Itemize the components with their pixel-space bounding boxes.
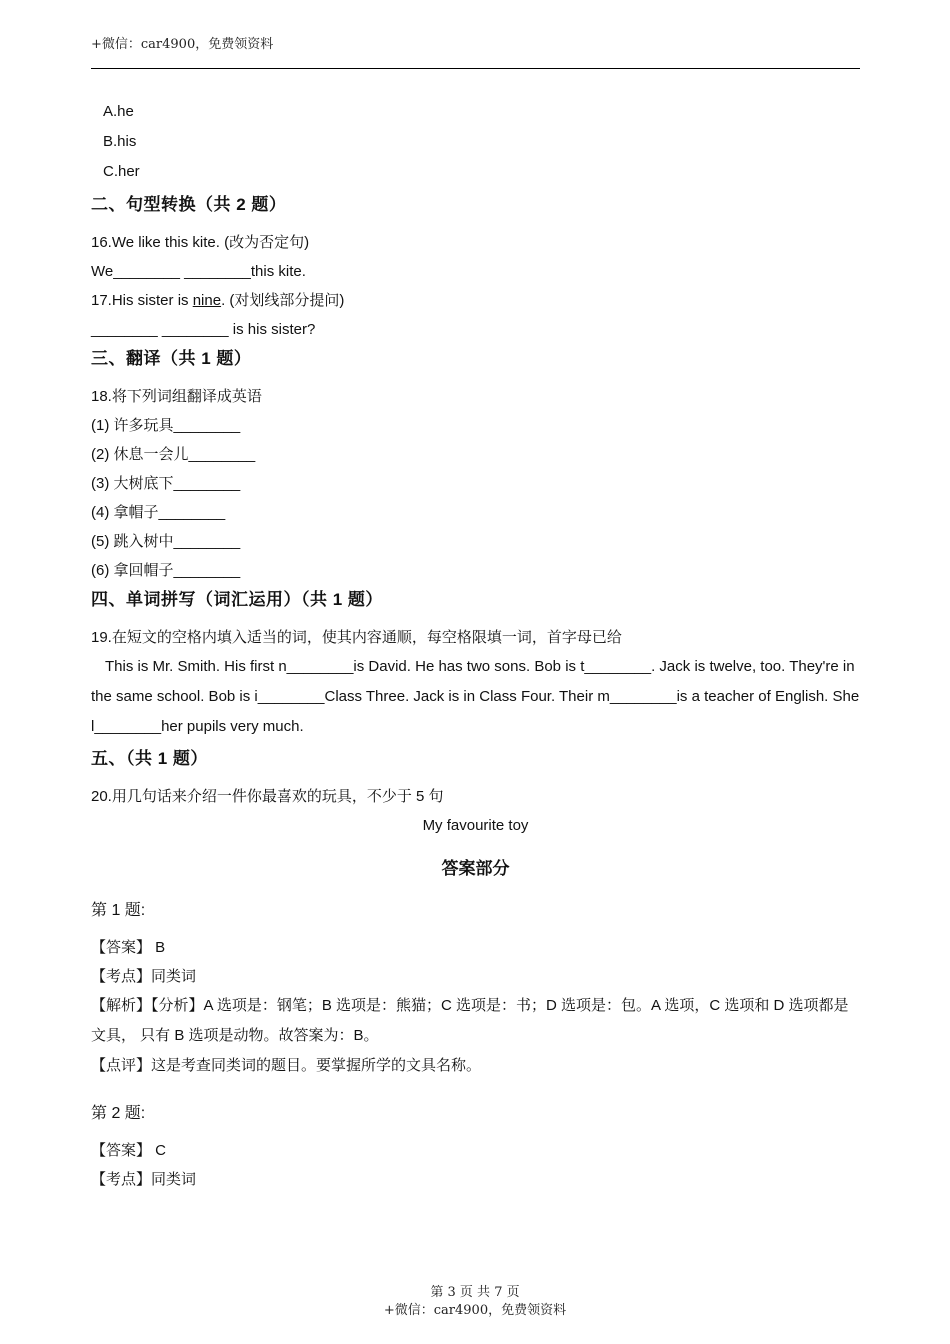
- answer-1-analysis: 【解析】【分析】A 选项是：钢笔；B 选项是：熊猫；C 选项是：书；D 选项是：包。A 选项，C 选项和 D 选项都是文具， 只有 B 选项是动物。故答案为：B。: [91, 997, 849, 1044]
- question-17: [91, 286, 860, 315]
- document-body: [91, 100, 860, 1194]
- section-3-title: 三、翻译（共 1 题）: [91, 349, 252, 368]
- question-17-pre: 17.His sister is: [91, 292, 193, 309]
- translation-item: (2) 休息一会儿________: [91, 446, 256, 463]
- question-20: 20.用几句话来介绍一件你最喜欢的玩具，不少于 5 句: [91, 788, 444, 805]
- question-19: 19.在短文的空格内填入适当的词，使其内容通顺，每空格限填一词，首字母已给: [91, 629, 622, 646]
- section-5-title: 五、（共 1 题）: [91, 749, 208, 768]
- answers-title: 答案部分: [441, 859, 510, 878]
- translation-item: (5) 跳入树中________: [91, 533, 241, 550]
- question-19-passage: This is Mr. Smith. His first n________is David. He has two sons. Bob is t________. Jack is twelve, too. They're in the same school. Bob is i________Class Three. Jack is in Class Four. Their m________is a teacher of English. She l________her pupils very much.: [91, 658, 860, 735]
- section-4-title: 四、单词拼写（词汇运用）（共 1 题）: [91, 590, 383, 609]
- question-16: 16.We like this kite. (改为否定句): [91, 234, 310, 251]
- question-17-post: . (对划线部分提问): [221, 292, 345, 309]
- answer-1-heading: 第 1 题:: [91, 902, 146, 919]
- header-text: +微信：car4900，免费领资料: [91, 37, 274, 52]
- answer-2-answer: 【答案】 C: [91, 1142, 167, 1159]
- option-c: C.her: [103, 163, 140, 180]
- option-b: B.his: [103, 133, 137, 150]
- answer-1-answer: 【答案】 B: [91, 939, 166, 956]
- question-17-underlined: nine: [192, 292, 222, 309]
- answer-2-heading: 第 2 题:: [91, 1105, 146, 1122]
- translation-item: (4) 拿帽子________: [91, 504, 226, 521]
- question-17-blank: ________ ________ is his sister?: [91, 321, 316, 338]
- question-20-topic: My favourite toy: [422, 817, 529, 834]
- header-divider: [91, 68, 860, 69]
- translation-item: (1) 许多玩具________: [91, 417, 241, 434]
- answer-1-point: 【考点】同类词: [91, 968, 197, 985]
- translation-item: (3) 大树底下________: [91, 475, 241, 492]
- question-16-blank: We________ ________this kite.: [91, 263, 306, 280]
- section-2-title: 二、句型转换（共 2 题）: [91, 195, 287, 214]
- footer-text: +微信：car4900，免费领资料: [383, 1303, 567, 1318]
- option-a: A.he: [103, 103, 134, 120]
- page-number: 第 3 页 共 7 页: [430, 1285, 520, 1300]
- question-18: 18.将下列词组翻译成英语: [91, 388, 262, 405]
- answer-1-comment: 【点评】这是考查同类词的题目。要掌握所学的文具名称。: [91, 1057, 482, 1074]
- answer-2-point: 【考点】同类词: [91, 1171, 197, 1188]
- translation-item: (6) 拿回帽子________: [91, 562, 241, 579]
